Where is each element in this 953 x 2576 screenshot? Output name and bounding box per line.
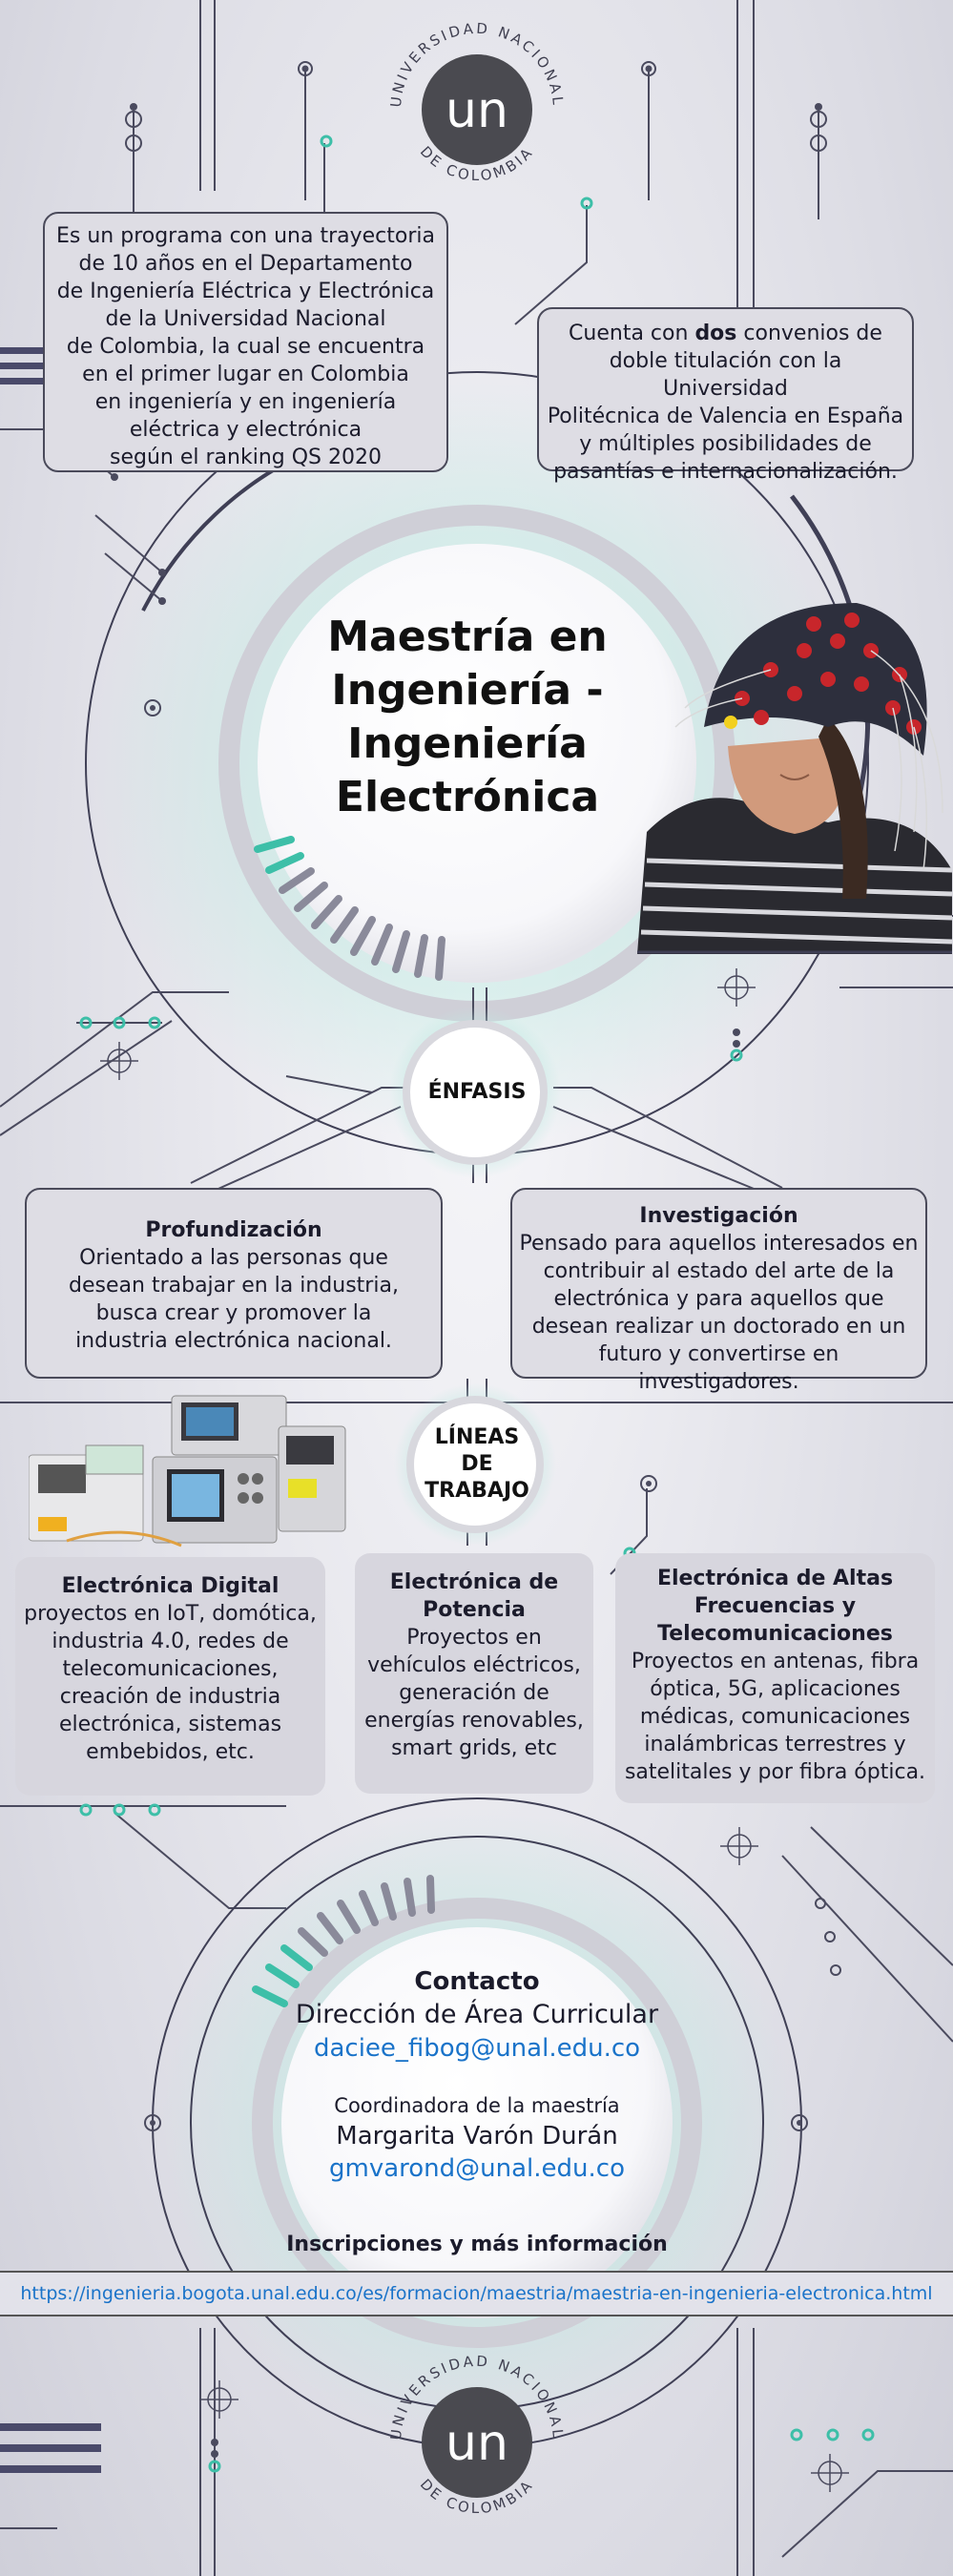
contact-section [229, 1965, 725, 2185]
photo-eeg-cap [637, 584, 952, 954]
logo-mark: un [445, 2415, 508, 2472]
agreements-prefix: Cuenta con [569, 322, 689, 345]
logo-ring-bottom-text: DE COLOMBIA [416, 142, 538, 185]
agreements-box [537, 307, 914, 484]
emphasis-investigacion-box: Investigación Pensado para aquellos interesados en contribuir al estado del arte de la electrónica y para aquellos que desean realizar un doctorado en un futuro y convertirse en investigadores. [510, 1188, 927, 1379]
card-electronica-altas-frecuencias: Electrónica de Altas Frecuencias y Telecomunicaciones Proyectos en antenas, fibra óptica, 5G, aplicaciones médicas, comunicaciones inalámbricas terrestres y satelitales y por fibra óptica. [615, 1553, 935, 1803]
contact-title: Contacto [414, 1967, 540, 1996]
contact-coordinator-email-link[interactable]: gmvarond@unal.edu.co [329, 2154, 625, 2183]
emphasis-label: ÉNFASIS [427, 1080, 527, 1104]
agreements-bold: dos [694, 322, 737, 345]
university-logo-bottom [363, 2342, 591, 2533]
agreements-line: doble titulación con la Universidad [609, 349, 842, 401]
university-logo-top [363, 14, 591, 196]
contact-office: Dirección de Área Curricular [295, 2000, 659, 2029]
intro-box [43, 212, 448, 472]
page-title: Maestría en Ingeniería - Ingeniería Electrónica [327, 613, 608, 821]
contact-office-email-link[interactable]: daciee_fibog@unal.edu.co [313, 2034, 641, 2063]
intro-line: en el primer lugar en Colombia [82, 363, 409, 386]
intro-line: Es un programa con una trayectoria [56, 224, 435, 248]
card-electronica-potencia: Electrónica de Potencia Proyectos en vehículos eléctricos, generación de energías renovables, smart grids, etc [355, 1553, 593, 1794]
photo-lab-equipment [29, 1388, 348, 1558]
contact-coordinator-name: Margarita Varón Durán [336, 2122, 618, 2150]
lines-of-work-label: LÍNEAS DE TRABAJO [425, 1425, 529, 1503]
agreements-line: pasantías e internacionalización. [553, 460, 898, 484]
investigacion-title: Investigación [639, 1204, 798, 1228]
intro-line: en ingeniería y en ingeniería [94, 390, 397, 414]
logo-mark: un [445, 82, 508, 139]
agreements-line: y múltiples posibilidades de [579, 432, 872, 456]
intro-line: según el ranking QS 2020 [110, 446, 382, 469]
intro-line: eléctrica y electrónica [129, 418, 363, 442]
agreements-line: Politécnica de Valencia en España [547, 405, 904, 428]
logo-ring-bottom-text: DE COLOMBIA [416, 2475, 538, 2518]
logo-ring-top-text: UNIVERSIDAD NACIONAL [386, 19, 568, 109]
intro-line: de Ingeniería Eléctrica y Electrónica [56, 280, 435, 303]
profundizacion-title: Profundización [145, 1218, 322, 1242]
contact-coordinator-role: Coordinadora de la maestría [334, 2094, 620, 2117]
intro-line: de la Universidad Nacional [105, 307, 386, 331]
intro-line: de 10 años en el Departamento [78, 252, 413, 276]
intro-line: de Colombia, la cual se encuentra [66, 335, 425, 359]
logo-ring-top-text: UNIVERSIDAD NACIONAL [386, 2352, 568, 2441]
signup-heading: Inscripciones y más información [286, 2233, 668, 2256]
program-url-link[interactable]: https://ingenieria.bogota.unal.edu.co/es/formacion/maestria/maestria-en-ingenieria-electronica.html [0, 2271, 953, 2316]
card-electronica-digital: Electrónica Digital proyectos en IoT, domótica, industria 4.0, redes de telecomunicaciones, creación de industria electrónica, sistemas embebidos, etc. [15, 1557, 325, 1796]
digital-title: Electrónica Digital [61, 1574, 280, 1598]
emphasis-profundizacion-box: Profundización Orientado a las personas que desean trabajar en la industria, busca crear y promover la industria electrónica nacional. [25, 1188, 443, 1379]
agreements-line1-rest: convenios de [743, 322, 882, 345]
